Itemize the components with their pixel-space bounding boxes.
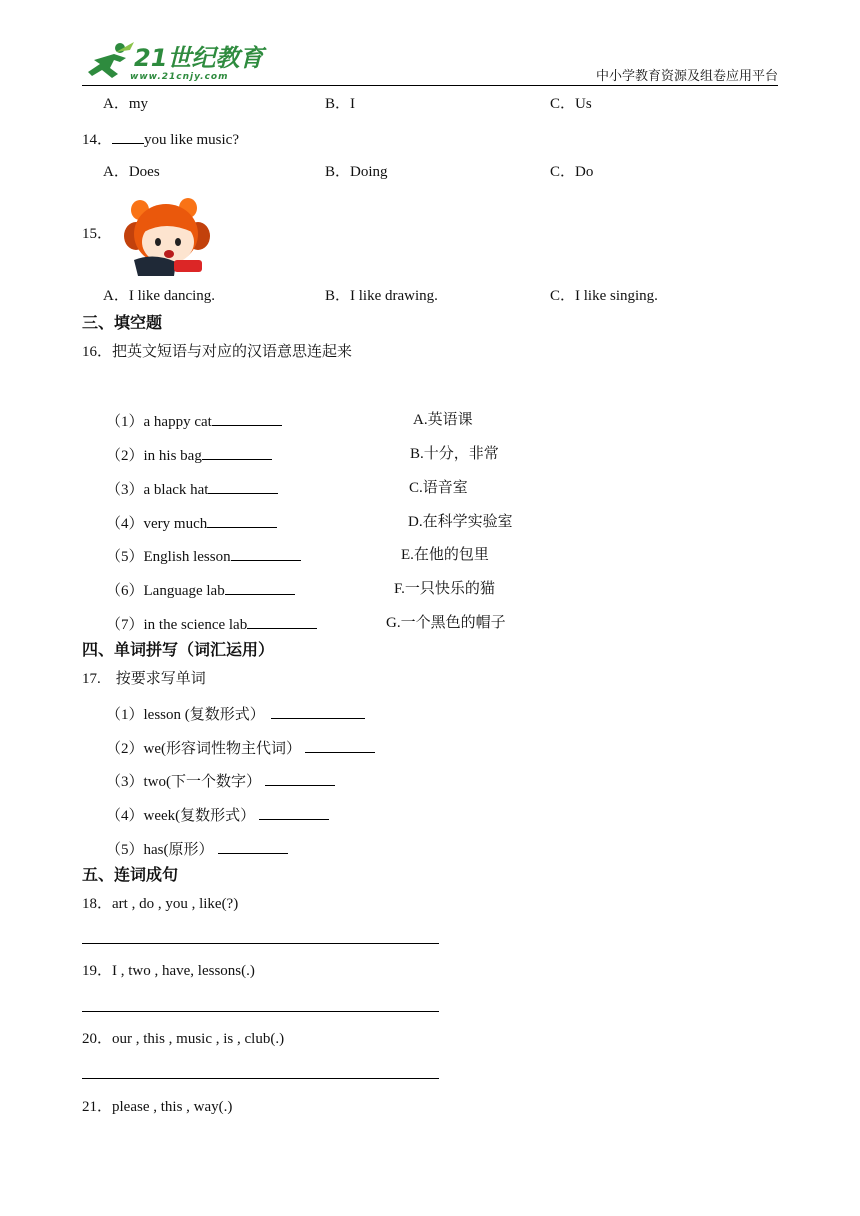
q17-blank[interactable] — [265, 770, 335, 786]
q19-answer-line[interactable] — [82, 1011, 439, 1012]
q14-text: you like music? — [144, 132, 239, 148]
q16-left-item: （5）English lesson — [106, 545, 301, 567]
q19-stem: 19．I , two , have, lessons(.) — [82, 963, 255, 979]
section-title-word-spelling: 四、单词拼写（词汇运用） — [82, 640, 275, 659]
q17-item: （3）two(下一个数字） — [106, 770, 335, 792]
q16-blank[interactable] — [247, 613, 317, 629]
q16-blank[interactable] — [231, 545, 301, 561]
q16-left-item: （1）a happy cat — [106, 410, 282, 432]
q15-option-a: A．I like dancing. — [103, 288, 216, 304]
q16-right-item: D.在科学实验室 — [408, 514, 513, 530]
q17-blank[interactable] — [271, 703, 365, 719]
q16-blank[interactable] — [208, 478, 278, 494]
q16-right-item: G.一个黑色的帽子 — [386, 615, 506, 631]
q16-stem: 16．把英文短语与对应的汉语意思连起来 — [82, 344, 353, 360]
q16-blank[interactable] — [212, 410, 282, 426]
q16-right-item: B.十分，非常 — [410, 446, 499, 462]
q16-left-item: （4）very much — [106, 512, 277, 534]
q14-blank[interactable] — [112, 128, 144, 144]
header-platform-text: 中小学教育资源及组卷应用平台 — [596, 69, 779, 84]
q21-stem: 21．please , this , way(.) — [82, 1099, 233, 1115]
q18-answer-line[interactable] — [82, 943, 439, 944]
q16-blank[interactable] — [207, 512, 277, 528]
q15-option-b: B．I like drawing. — [325, 288, 438, 304]
q14-stem — [82, 128, 239, 150]
q16-right-item: F.一只快乐的猫 — [394, 581, 495, 597]
q13-option-a: A．my — [103, 96, 149, 112]
q17-item: （2）we(形容词性物主代词） — [106, 737, 375, 759]
q14-number: 14． — [82, 132, 113, 148]
girl-singing-illustration — [114, 190, 214, 278]
running-figure-logo-icon — [84, 40, 136, 82]
q17-item: （4）week(复数形式） — [106, 804, 329, 826]
q17-blank[interactable] — [218, 838, 288, 854]
logo-main-text: 21世纪教育 — [134, 44, 264, 72]
logo-url-text: www.21cnjy.com — [130, 72, 229, 82]
q17-blank[interactable] — [259, 804, 329, 820]
q14-option-c: C．Do — [550, 164, 594, 180]
q15-number: 15． — [82, 226, 113, 242]
q13-option-b: B．I — [325, 96, 356, 112]
q16-right-item: A.英语课 — [413, 412, 473, 428]
q16-left-item: （7）in the science lab — [106, 613, 317, 635]
q16-right-item: E.在他的包里 — [401, 547, 489, 563]
q17-stem: 17. 按要求写单词 — [82, 671, 206, 687]
q17-blank[interactable] — [305, 737, 375, 753]
q14-option-b: B．Doing — [325, 164, 388, 180]
section-title-sentence-ordering: 五、连词成句 — [82, 865, 179, 884]
q13-option-c: C．Us — [550, 96, 592, 112]
q16-blank[interactable] — [202, 444, 272, 460]
q17-item: （1）lesson (复数形式） — [106, 703, 365, 725]
q18-stem: 18．art , do , you , like(?) — [82, 896, 239, 912]
q16-right-item: C.语音室 — [409, 480, 468, 496]
section-title-fill-blanks: 三、填空题 — [82, 313, 163, 332]
q16-left-item: （6）Language lab — [106, 579, 295, 601]
q16-blank[interactable] — [225, 579, 295, 595]
q20-answer-line[interactable] — [82, 1078, 439, 1079]
q17-item: （5）has(原形） — [106, 838, 288, 860]
q14-option-a: A．Does — [103, 164, 160, 180]
q16-left-item: （2）in his bag — [106, 444, 272, 466]
header-rule — [82, 85, 778, 86]
q16-left-item: （3）a black hat — [106, 478, 278, 500]
q15-option-c: C．I like singing. — [550, 288, 658, 304]
q20-stem: 20．our , this , music , is , club(.) — [82, 1031, 285, 1047]
